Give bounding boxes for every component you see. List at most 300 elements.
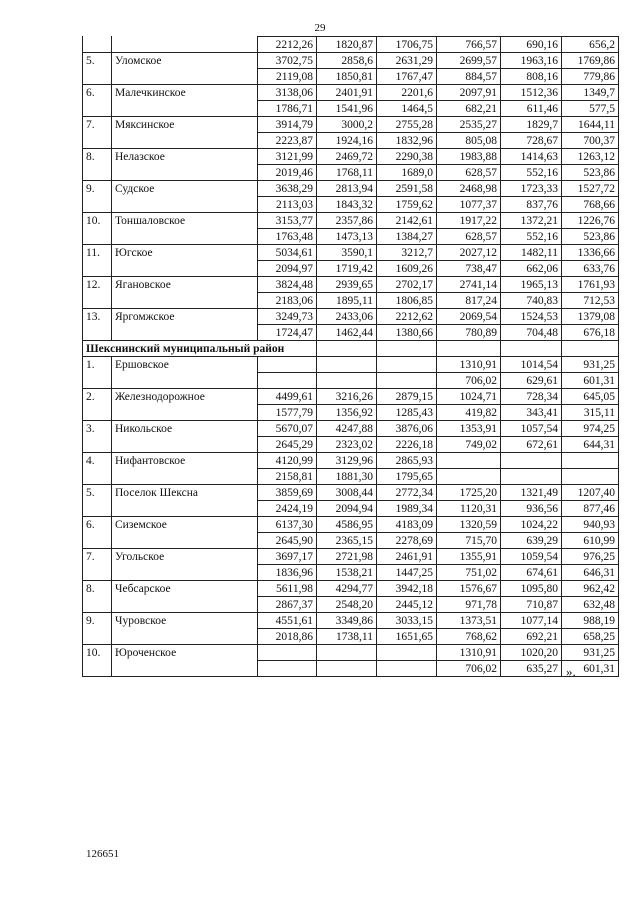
value-cell: 1482,11 xyxy=(501,245,562,261)
value-cell: 2365,15 xyxy=(317,533,377,549)
value-cell: 715,70 xyxy=(437,533,501,549)
value-cell xyxy=(562,469,619,485)
row-number: 12. xyxy=(83,277,112,293)
value-cell: 2591,58 xyxy=(377,181,437,197)
row-number xyxy=(83,597,112,613)
value-cell: 4551,61 xyxy=(258,613,317,629)
value-cell xyxy=(317,373,377,389)
value-cell: 1706,75 xyxy=(377,37,437,53)
value-cell: 672,61 xyxy=(501,437,562,453)
table-row xyxy=(83,453,619,469)
value-cell: 738,47 xyxy=(437,261,501,277)
value-cell: 2119,08 xyxy=(258,69,317,85)
value-cell: 728,67 xyxy=(501,133,562,149)
settlement-name xyxy=(112,597,258,613)
value-cell: 971,78 xyxy=(437,597,501,613)
settlement-name xyxy=(112,325,258,341)
value-cell: 1373,51 xyxy=(437,613,501,629)
row-number xyxy=(83,629,112,645)
table-row xyxy=(83,533,619,549)
value-cell: 419,82 xyxy=(437,405,501,421)
row-number xyxy=(83,133,112,149)
value-cell: 3000,2 xyxy=(317,117,377,133)
value-cell: 552,16 xyxy=(501,165,562,181)
settlement-name xyxy=(112,197,258,213)
value-cell xyxy=(501,453,562,469)
table-row xyxy=(83,213,619,229)
row-number xyxy=(83,533,112,549)
value-cell: 1895,11 xyxy=(317,293,377,309)
row-number xyxy=(83,405,112,421)
settlement-name xyxy=(112,629,258,645)
row-number: 8. xyxy=(83,581,112,597)
row-number xyxy=(83,565,112,581)
row-number xyxy=(83,197,112,213)
value-cell: 1372,21 xyxy=(501,213,562,229)
value-cell: 635,27 xyxy=(501,661,562,677)
value-cell: 766,57 xyxy=(437,37,501,53)
value-cell: 3349,86 xyxy=(317,613,377,629)
row-number: 6. xyxy=(83,85,112,101)
row-number: 10. xyxy=(83,645,112,661)
value-cell: 1355,91 xyxy=(437,549,501,565)
settlement-name xyxy=(112,229,258,245)
value-cell: 3033,15 xyxy=(377,613,437,629)
table-row xyxy=(83,405,619,421)
table-row xyxy=(83,245,619,261)
value-cell: 877,46 xyxy=(562,501,619,517)
value-cell: 1077,14 xyxy=(501,613,562,629)
value-cell: 2548,20 xyxy=(317,597,377,613)
value-cell: 1644,11 xyxy=(562,117,619,133)
value-cell: 523,86 xyxy=(562,165,619,181)
value-cell: 704,48 xyxy=(501,325,562,341)
value-cell: 2879,15 xyxy=(377,389,437,405)
value-cell: 1723,33 xyxy=(501,181,562,197)
value-cell: 1384,27 xyxy=(377,229,437,245)
value-cell: 610,99 xyxy=(562,533,619,549)
settlement-name: Угольское xyxy=(112,549,258,565)
value-cell: 629,61 xyxy=(501,373,562,389)
table-row xyxy=(83,277,619,293)
value-cell: 3702,75 xyxy=(258,53,317,69)
value-cell: 3824,48 xyxy=(258,277,317,293)
table-row xyxy=(83,149,619,165)
value-cell: 690,16 xyxy=(501,37,562,53)
row-number: 10. xyxy=(83,213,112,229)
value-cell: 1769,86 xyxy=(562,53,619,69)
document-code: 126651 xyxy=(86,848,119,860)
settlement-name: Югское xyxy=(112,245,258,261)
value-cell: 3697,17 xyxy=(258,549,317,565)
value-cell: 768,62 xyxy=(437,629,501,645)
value-cell xyxy=(501,469,562,485)
value-cell: 751,02 xyxy=(437,565,501,581)
value-cell: 1850,81 xyxy=(317,69,377,85)
value-cell xyxy=(317,645,377,661)
value-cell: 2212,26 xyxy=(258,37,317,53)
value-cell: 2158,81 xyxy=(258,469,317,485)
value-cell: 1059,54 xyxy=(501,549,562,565)
row-number: 13. xyxy=(83,309,112,325)
settlement-name: Поселок Шексна xyxy=(112,485,258,501)
value-cell: 628,57 xyxy=(437,229,501,245)
value-cell: 976,25 xyxy=(562,549,619,565)
value-cell: 1576,67 xyxy=(437,581,501,597)
value-cell: 1832,96 xyxy=(377,133,437,149)
value-cell: 2468,98 xyxy=(437,181,501,197)
value-cell: 523,86 xyxy=(562,229,619,245)
value-cell: 2357,86 xyxy=(317,213,377,229)
row-number: 7. xyxy=(83,549,112,565)
settlement-name: Чебсарское xyxy=(112,581,258,597)
settlement-name xyxy=(112,69,258,85)
value-cell: 4499,61 xyxy=(258,389,317,405)
settlement-name: Сиземское xyxy=(112,517,258,533)
row-number: 8. xyxy=(83,149,112,165)
row-number xyxy=(83,101,112,117)
value-cell: 2772,34 xyxy=(377,485,437,501)
value-cell: 2631,29 xyxy=(377,53,437,69)
value-cell: 808,16 xyxy=(501,69,562,85)
settlement-name: Ягановское xyxy=(112,277,258,293)
table-row xyxy=(83,85,619,101)
table-row xyxy=(83,325,619,341)
value-cell: 343,41 xyxy=(501,405,562,421)
value-cell: 692,21 xyxy=(501,629,562,645)
table-row xyxy=(83,517,619,533)
value-cell: 1320,59 xyxy=(437,517,501,533)
value-cell: 1767,47 xyxy=(377,69,437,85)
value-cell: 2867,37 xyxy=(258,597,317,613)
value-cell: 1881,30 xyxy=(317,469,377,485)
tariff-table xyxy=(82,36,619,677)
value-cell: 936,56 xyxy=(501,501,562,517)
value-cell: 931,25 xyxy=(562,645,619,661)
settlement-name xyxy=(112,293,258,309)
value-cell: 2702,17 xyxy=(377,277,437,293)
value-cell: 940,93 xyxy=(562,517,619,533)
value-cell: 780,89 xyxy=(437,325,501,341)
table-row xyxy=(83,309,619,325)
settlement-name xyxy=(112,101,258,117)
table-row xyxy=(83,485,619,501)
value-cell: 1524,53 xyxy=(501,309,562,325)
value-cell: 779,86 xyxy=(562,69,619,85)
value-cell xyxy=(258,645,317,661)
value-cell: 662,06 xyxy=(501,261,562,277)
value-cell: 2535,27 xyxy=(437,117,501,133)
value-cell: 3859,69 xyxy=(258,485,317,501)
value-cell: 2813,94 xyxy=(317,181,377,197)
value-cell: 3914,79 xyxy=(258,117,317,133)
value-cell: 2445,12 xyxy=(377,597,437,613)
value-cell xyxy=(377,661,437,677)
row-number: 6. xyxy=(83,517,112,533)
value-cell: 1786,71 xyxy=(258,101,317,117)
settlement-name: Нелазское xyxy=(112,149,258,165)
table-row xyxy=(83,613,619,629)
settlements-block-top xyxy=(83,37,619,341)
settlement-name: Никольское xyxy=(112,421,258,437)
value-cell: 2027,12 xyxy=(437,245,501,261)
table-row xyxy=(83,501,619,517)
value-cell: 706,02 xyxy=(437,373,501,389)
settlement-name xyxy=(112,261,258,277)
table-row xyxy=(83,117,619,133)
value-cell: 749,02 xyxy=(437,437,501,453)
value-cell: 931,25 xyxy=(562,357,619,373)
value-cell: 1924,16 xyxy=(317,133,377,149)
value-cell: 2290,38 xyxy=(377,149,437,165)
table-row xyxy=(83,597,619,613)
value-cell: 2721,98 xyxy=(317,549,377,565)
value-cell: 3249,73 xyxy=(258,309,317,325)
value-cell: 633,76 xyxy=(562,261,619,277)
value-cell: 2142,61 xyxy=(377,213,437,229)
value-cell xyxy=(437,453,501,469)
value-cell: 2212,62 xyxy=(377,309,437,325)
value-cell: 1120,31 xyxy=(437,501,501,517)
value-cell: 658,25 xyxy=(562,629,619,645)
row-number xyxy=(83,261,112,277)
row-number xyxy=(83,37,112,53)
value-cell: 2113,03 xyxy=(258,197,317,213)
value-cell: 1057,54 xyxy=(501,421,562,437)
table-row xyxy=(83,357,619,373)
value-cell: 710,87 xyxy=(501,597,562,613)
value-cell: 656,2 xyxy=(562,37,619,53)
value-cell: 601,31 xyxy=(562,661,619,677)
value-cell: 3212,7 xyxy=(377,245,437,261)
settlement-name: Ершовское xyxy=(112,357,258,373)
value-cell: 3008,44 xyxy=(317,485,377,501)
settlement-name: Юроченское xyxy=(112,645,258,661)
value-cell xyxy=(377,373,437,389)
value-cell: 1795,65 xyxy=(377,469,437,485)
district-header: Шекснинский муниципальный район xyxy=(83,341,317,357)
row-number: 3. xyxy=(83,421,112,437)
value-cell: 1989,34 xyxy=(377,501,437,517)
row-number: 5. xyxy=(83,53,112,69)
value-cell: 601,31 xyxy=(562,373,619,389)
value-cell: 2223,87 xyxy=(258,133,317,149)
value-cell: 2097,91 xyxy=(437,85,501,101)
table-row xyxy=(83,661,619,677)
value-cell: 1226,76 xyxy=(562,213,619,229)
value-cell: 3153,77 xyxy=(258,213,317,229)
value-cell: 1724,47 xyxy=(258,325,317,341)
table-row xyxy=(83,469,619,485)
settlement-name: Чуровское xyxy=(112,613,258,629)
value-cell xyxy=(377,357,437,373)
value-cell: 768,66 xyxy=(562,197,619,213)
value-cell: 3216,26 xyxy=(317,389,377,405)
value-cell: 1541,96 xyxy=(317,101,377,117)
table-row xyxy=(83,69,619,85)
settlement-name xyxy=(112,565,258,581)
settlement-name xyxy=(112,373,258,389)
settlement-name xyxy=(112,533,258,549)
value-cell: 740,83 xyxy=(501,293,562,309)
table-row xyxy=(83,197,619,213)
value-cell xyxy=(317,661,377,677)
settlement-name xyxy=(112,501,258,517)
value-cell: 1738,11 xyxy=(317,629,377,645)
value-cell xyxy=(258,357,317,373)
value-cell: 2278,69 xyxy=(377,533,437,549)
value-cell: 2018,86 xyxy=(258,629,317,645)
value-cell: 2469,72 xyxy=(317,149,377,165)
row-number: 2. xyxy=(83,389,112,405)
value-cell: 1024,71 xyxy=(437,389,501,405)
closing-quote: ». xyxy=(566,664,576,679)
value-cell: 2094,94 xyxy=(317,501,377,517)
value-cell: 3121,99 xyxy=(258,149,317,165)
value-cell: 2424,19 xyxy=(258,501,317,517)
value-cell: 1462,44 xyxy=(317,325,377,341)
table-row xyxy=(83,133,619,149)
value-cell: 817,24 xyxy=(437,293,501,309)
value-cell: 3638,29 xyxy=(258,181,317,197)
value-cell: 1356,92 xyxy=(317,405,377,421)
settlement-name xyxy=(112,469,258,485)
value-cell: 1473,13 xyxy=(317,229,377,245)
value-cell: 1763,48 xyxy=(258,229,317,245)
value-cell: 3590,1 xyxy=(317,245,377,261)
value-cell: 628,57 xyxy=(437,165,501,181)
row-number xyxy=(83,229,112,245)
value-cell: 4120,99 xyxy=(258,453,317,469)
value-cell: 1321,49 xyxy=(501,485,562,501)
value-cell: 805,08 xyxy=(437,133,501,149)
value-cell: 706,02 xyxy=(437,661,501,677)
value-cell: 5034,61 xyxy=(258,245,317,261)
value-cell: 674,61 xyxy=(501,565,562,581)
value-cell: 1651,65 xyxy=(377,629,437,645)
settlement-name: Мяксинское xyxy=(112,117,258,133)
value-cell: 2755,28 xyxy=(377,117,437,133)
row-number xyxy=(83,501,112,517)
value-cell: 2094,97 xyxy=(258,261,317,277)
value-cell: 611,46 xyxy=(501,101,562,117)
value-cell: 2226,18 xyxy=(377,437,437,453)
value-cell: 4586,95 xyxy=(317,517,377,533)
value-cell: 1380,66 xyxy=(377,325,437,341)
value-cell: 1095,80 xyxy=(501,581,562,597)
value-cell: 1527,72 xyxy=(562,181,619,197)
value-cell: 4183,09 xyxy=(377,517,437,533)
value-cell: 2433,06 xyxy=(317,309,377,325)
value-cell: 1464,5 xyxy=(377,101,437,117)
value-cell: 1806,85 xyxy=(377,293,437,309)
value-cell xyxy=(258,661,317,677)
value-cell: 646,31 xyxy=(562,565,619,581)
value-cell: 5670,07 xyxy=(258,421,317,437)
value-cell: 2645,29 xyxy=(258,437,317,453)
value-cell: 645,05 xyxy=(562,389,619,405)
row-number: 11. xyxy=(83,245,112,261)
value-cell: 2401,91 xyxy=(317,85,377,101)
row-number xyxy=(83,373,112,389)
value-cell: 1077,37 xyxy=(437,197,501,213)
value-cell: 884,57 xyxy=(437,69,501,85)
value-cell: 1207,40 xyxy=(562,485,619,501)
value-cell: 1843,32 xyxy=(317,197,377,213)
value-cell: 1759,62 xyxy=(377,197,437,213)
value-cell: 3138,06 xyxy=(258,85,317,101)
settlement-name: Судское xyxy=(112,181,258,197)
row-number xyxy=(83,325,112,341)
table-row xyxy=(83,437,619,453)
value-cell xyxy=(317,357,377,373)
value-cell: 1719,42 xyxy=(317,261,377,277)
value-cell: 1768,11 xyxy=(317,165,377,181)
row-number: 1. xyxy=(83,357,112,373)
table-row xyxy=(83,261,619,277)
value-cell: 1336,66 xyxy=(562,245,619,261)
settlement-name: Малечкинское xyxy=(112,85,258,101)
value-cell: 1917,22 xyxy=(437,213,501,229)
value-cell: 2069,54 xyxy=(437,309,501,325)
settlement-name: Яргомжское xyxy=(112,309,258,325)
value-cell: 1379,08 xyxy=(562,309,619,325)
table-row xyxy=(83,37,619,53)
value-cell: 632,48 xyxy=(562,597,619,613)
value-cell: 2019,46 xyxy=(258,165,317,181)
value-cell: 676,18 xyxy=(562,325,619,341)
value-cell: 974,25 xyxy=(562,421,619,437)
value-cell: 1349,7 xyxy=(562,85,619,101)
settlement-name xyxy=(112,437,258,453)
table-row xyxy=(83,389,619,405)
value-cell: 644,31 xyxy=(562,437,619,453)
row-number xyxy=(83,661,112,677)
value-cell: 1963,16 xyxy=(501,53,562,69)
settlement-name: Железнодорожное xyxy=(112,389,258,405)
settlement-name: Уломское xyxy=(112,53,258,69)
value-cell: 3876,06 xyxy=(377,421,437,437)
row-number xyxy=(83,469,112,485)
value-cell: 2865,93 xyxy=(377,453,437,469)
row-number: 5. xyxy=(83,485,112,501)
value-cell: 2645,90 xyxy=(258,533,317,549)
settlement-name xyxy=(112,165,258,181)
settlement-name xyxy=(112,661,258,677)
value-cell: 1577,79 xyxy=(258,405,317,421)
value-cell: 1353,91 xyxy=(437,421,501,437)
value-cell: 988,19 xyxy=(562,613,619,629)
value-cell: 1447,25 xyxy=(377,565,437,581)
value-cell: 1310,91 xyxy=(437,357,501,373)
value-cell: 2183,06 xyxy=(258,293,317,309)
value-cell: 1829,7 xyxy=(501,117,562,133)
row-number: 7. xyxy=(83,117,112,133)
table-row xyxy=(83,101,619,117)
value-cell: 1014,54 xyxy=(501,357,562,373)
value-cell: 1263,12 xyxy=(562,149,619,165)
settlement-name: Нифантовское xyxy=(112,453,258,469)
value-cell: 1983,88 xyxy=(437,149,501,165)
table-row xyxy=(83,565,619,581)
value-cell xyxy=(437,469,501,485)
value-cell: 2858,6 xyxy=(317,53,377,69)
value-cell: 2461,91 xyxy=(377,549,437,565)
value-cell xyxy=(258,373,317,389)
value-cell: 1285,43 xyxy=(377,405,437,421)
value-cell: 712,53 xyxy=(562,293,619,309)
value-cell: 1725,20 xyxy=(437,485,501,501)
